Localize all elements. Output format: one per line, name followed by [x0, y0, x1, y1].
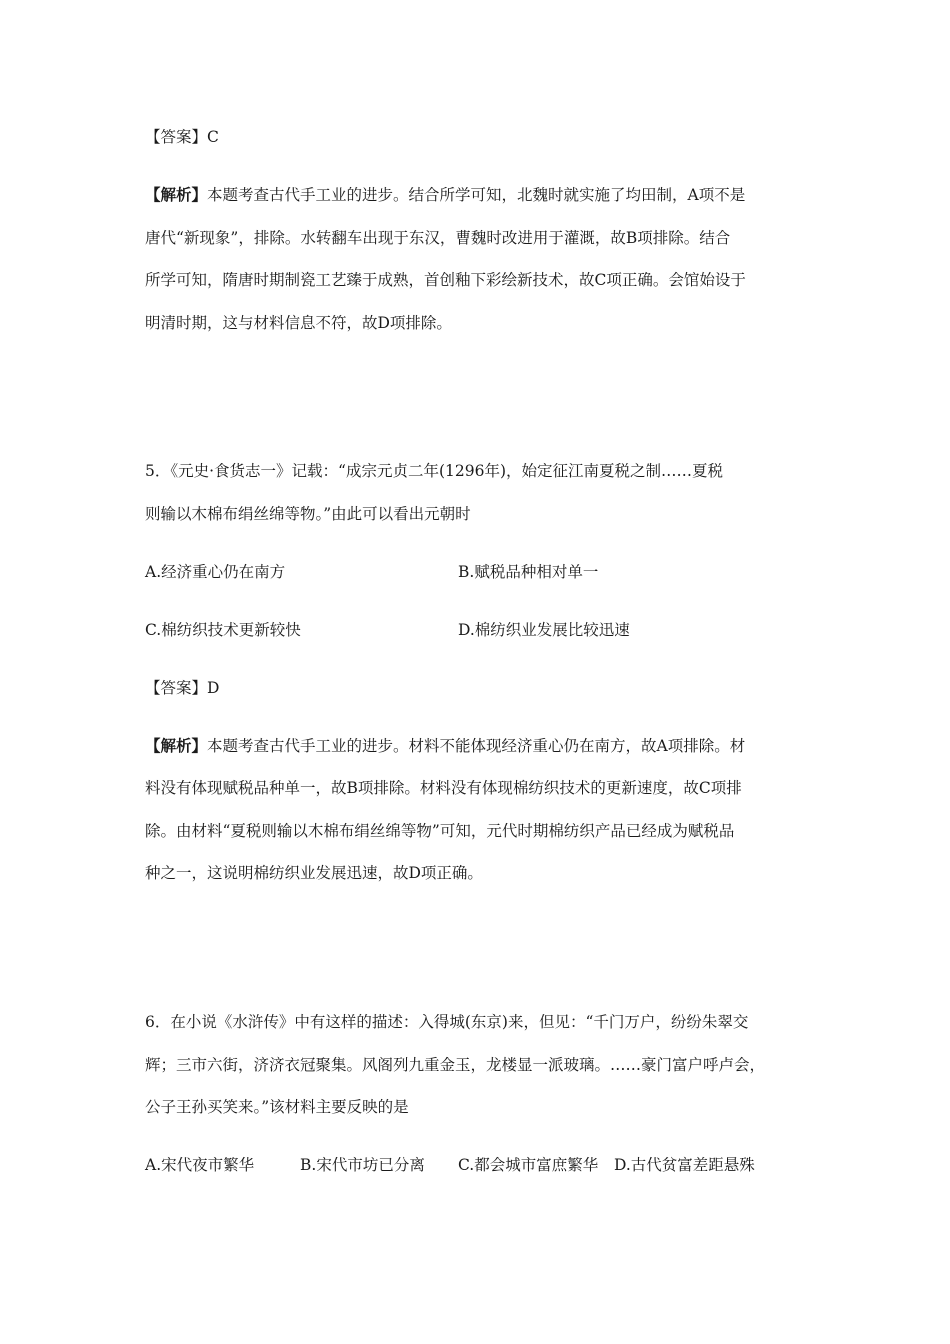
q5-stem-line-1: 5．《元史·食货志一》记载：“成宗元贞二年(1296年)，始定征江南夏税之制……夏税 — [145, 462, 724, 480]
q6-option-b: B.宋代市坊已分离 — [300, 1156, 425, 1174]
q5-analysis-line-2: 料没有体现赋税品种单一，故B项排除。材料没有体现棉纺织技术的更新速度，故C项排 — [145, 779, 742, 797]
q6-option-d: D.古代贫富差距悬殊 — [614, 1156, 755, 1174]
q4-answer-tag: 【答案】 — [145, 128, 208, 146]
q6-option-c: C.都会城市富庶繁华 — [458, 1156, 599, 1174]
q5-option-d: D.棉纺织业发展比较迅速 — [458, 621, 630, 639]
q5-analysis-line-4: 种之一，这说明棉纺织业发展迅速，故D项正确。 — [145, 864, 483, 882]
q6-stem-line-3: 公子王孙买笑来。”该材料主要反映的是 — [145, 1098, 409, 1116]
q5-answer — [145, 678, 219, 698]
q5-answer-value: D — [207, 679, 220, 697]
q4-analysis-line-1 — [145, 185, 745, 205]
q4-analysis-line-4: 明清时期，这与材料信息不符，故D项排除。 — [145, 314, 452, 332]
q5-analysis-line-1 — [145, 736, 745, 756]
q5-option-b: B.赋税品种相对单一 — [458, 563, 599, 581]
q4-analysis-line-2: 唐代“新现象”，排除。水转翻车出现于东汉，曹魏时改进用于灌溉，故B项排除。结合 — [145, 229, 731, 247]
q5-analysis-text-1: 本题考查古代手工业的进步。材料不能体现经济重心仍在南方，故A项排除。材 — [207, 737, 746, 755]
q4-analysis-line-3: 所学可知，隋唐时期制瓷工艺臻于成熟，首创釉下彩绘新技术，故C项正确。会馆始设于 — [145, 271, 746, 289]
q4-analysis-text-1: 本题考查古代手工业的进步。结合所学可知，北魏时就实施了均田制，A项不是 — [207, 186, 746, 204]
q5-analysis-tag: 【解析】 — [145, 736, 208, 755]
q5-stem-line-2: 则输以木棉布绢丝绵等物。”由此可以看出元朝时 — [145, 505, 471, 523]
q5-option-a: A.经济重心仍在南方 — [145, 563, 286, 581]
q5-answer-tag: 【答案】 — [145, 679, 208, 697]
q4-answer-value: C — [207, 128, 219, 146]
q6-stem-line-1: 6．在小说《水浒传》中有这样的描述：入得城(东京)来，但见：“千门万户，纷纷朱翠交 — [145, 1013, 749, 1031]
q5-analysis-line-3: 除。由材料“夏税则输以木棉布绢丝绵等物”可知，元代时期棉纺织产品已经成为赋税品 — [145, 822, 735, 840]
q6-option-a: A.宋代夜市繁华 — [145, 1156, 255, 1174]
q6-stem-line-2: 辉；三市六街，济济衣冠聚集。风阁列九重金玉，龙楼显一派玻璃。……豪门富户呼卢会， — [145, 1056, 766, 1074]
q5-option-c: C.棉纺织技术更新较快 — [145, 621, 301, 639]
q4-answer — [145, 127, 219, 147]
q4-analysis-tag: 【解析】 — [145, 185, 208, 204]
